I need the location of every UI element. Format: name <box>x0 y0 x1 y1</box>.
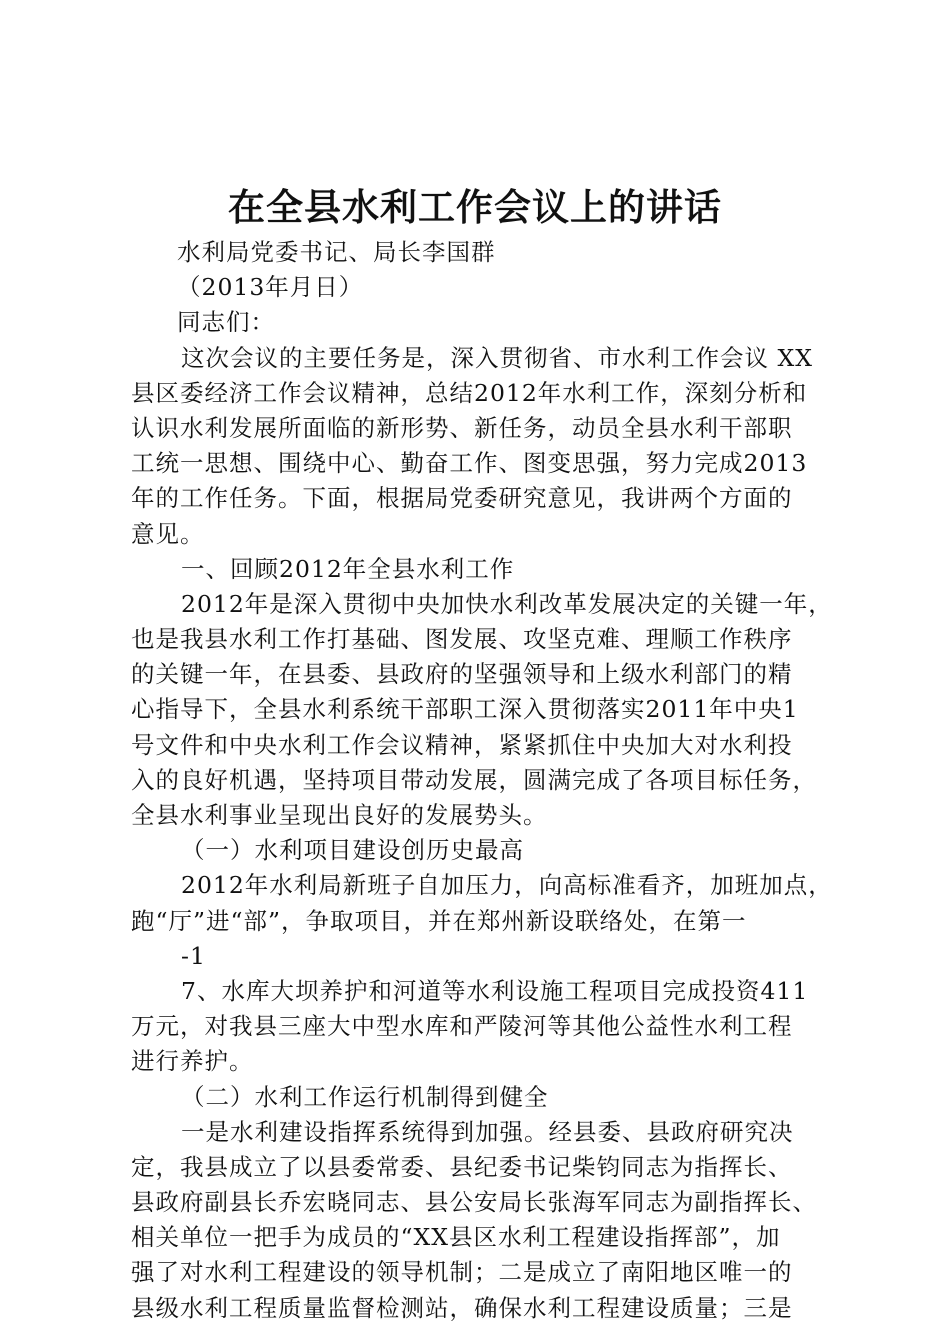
paragraph-line: 进行养护。 <box>131 1047 254 1076</box>
paragraph-line: 一是水利建设指挥系统得到加强。经县委、县政府研究决 <box>181 1117 794 1146</box>
paragraph-line: 县级水利工程质量监督检测站，确保水利工程建设质量；三是 <box>131 1293 793 1322</box>
paragraph-line: 强了对水利工程建设的领导机制；二是成立了南阳地区唯一的 <box>131 1258 793 1287</box>
paragraph-line: 万元，对我县三座大中型水库和严陵河等其他公益性水利工程 <box>131 1012 793 1041</box>
paragraph-line: 的关键一年，在县委、县政府的坚强领导和上级水利部门的精 <box>131 660 793 689</box>
paragraph-line: 定，我县成立了以县委常委、县纪委书记柴钧同志为指挥长、 <box>131 1152 793 1181</box>
section-heading-1: 一、回顾2012年全县水利工作 <box>181 554 515 583</box>
paragraph-line: 入的良好机遇，坚持项目带动发展，圆满完成了各项目标任务， <box>131 765 817 794</box>
paragraph-line: 跑“厅”进“部”，争取项目，并在郑州新设联络处，在第一 <box>131 906 747 935</box>
paragraph-line: 年的工作任务。下面，根据局党委研究意见，我讲两个方面的 <box>131 484 793 513</box>
paragraph-line: 心指导下，全县水利系统干部职工深入贯彻落实2011年中央1 <box>131 695 799 724</box>
author-line: 水利局党委书记、局长李国群 <box>177 238 496 266</box>
subsection-heading-1: （一）水利项目建设创历史最高 <box>181 836 524 865</box>
paragraph-line: 2012年是深入贯彻中央加快水利改革发展决定的关键一年， <box>181 589 833 618</box>
paragraph-1 <box>131 341 831 552</box>
document-body <box>131 235 831 1326</box>
paragraph-line: 7、水库大坝养护和河道等水利设施工程项目完成投资411 <box>181 976 809 1005</box>
paragraph-5 <box>131 1115 831 1326</box>
paragraph-line: 意见。 <box>131 519 205 548</box>
salutation-line: 同志们： <box>177 308 275 337</box>
paragraph-line: 这次会议的主要任务是，深入贯彻省、市水利工作会议 XX <box>181 343 813 372</box>
document-title: 在全县水利工作会议上的讲话 <box>228 185 722 229</box>
paragraph-line: 县政府副县长乔宏晓同志、县公安局长张海军同志为副指挥长、 <box>131 1188 817 1217</box>
paragraph-line: 县区委经济工作会议精神，总结2012年水利工作，深刻分析和 <box>131 378 808 407</box>
paragraph-4 <box>131 974 831 1080</box>
subsection-heading-2: （二）水利工作运行机制得到健全 <box>181 1082 549 1111</box>
paragraph-line: 全县水利事业呈现出良好的发展势头。 <box>131 801 548 829</box>
paragraph-line: 号文件和中央水利工作会议精神，紧紧抓住中央加大对水利投 <box>131 730 793 759</box>
paragraph-3 <box>131 868 831 938</box>
paragraph-line: 相关单位一把手为成员的“XX县区水利工程建设指挥部”，加 <box>131 1223 781 1252</box>
paragraph-line: 认识水利发展所面临的新形势、新任务，动员全县水利干部职 <box>131 413 793 442</box>
paragraph-line: 2012年水利局新班子自加压力，向高标准看齐，加班加点， <box>181 871 833 900</box>
paragraph-2 <box>131 587 831 833</box>
paragraph-line: 也是我县水利工作打基础、图发展、攻坚克难、理顺工作秩序 <box>131 625 793 654</box>
date-line: （2013年月日） <box>177 273 364 302</box>
paragraph-line: 工统一思想、围绕中心、勤奋工作、图变思强，努力完成2013 <box>131 449 808 478</box>
page-number-marker: -1 <box>181 941 206 970</box>
